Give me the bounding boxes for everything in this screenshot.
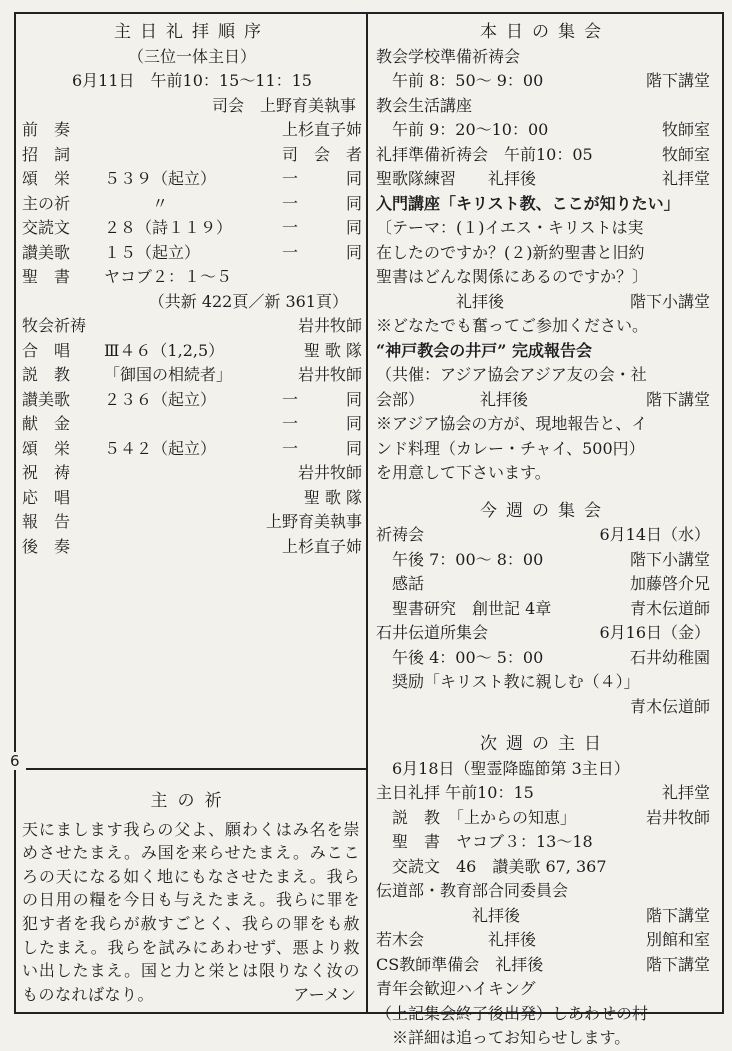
announcement-text: 入門講座「キリスト教、ここが知りたい」 (376, 193, 680, 213)
order-person: 上杉直子姉 (281, 120, 362, 139)
announcement-line (376, 118, 714, 143)
announcement-line (376, 216, 714, 241)
order-detail (104, 535, 254, 560)
prayer-title: 主の祈 (150, 791, 232, 811)
announcement-line (376, 879, 714, 904)
order-list-continued (22, 314, 362, 559)
order-item: 招 詞 (22, 144, 71, 164)
order-detail: ５４２（起立） (104, 438, 217, 458)
order-detail (104, 118, 254, 143)
announcement-line (376, 806, 714, 831)
order-person: 上杉直子姉 (281, 536, 362, 556)
announcement-place: 階下講堂 (645, 71, 710, 90)
announcement-line (376, 388, 714, 413)
order-row (22, 437, 362, 462)
order-item: 交読文 (22, 218, 71, 237)
announcement-text: （共催：アジア協会アジア友の会・社 (376, 365, 647, 384)
order-person: 一 同 (281, 389, 362, 409)
announcement-line (376, 928, 714, 953)
order-item: 頌 栄 (22, 169, 71, 188)
announcement-line (376, 523, 714, 548)
announcement-line (376, 167, 714, 192)
order-row (22, 510, 362, 535)
announcement-place: 青木伝道師 (629, 598, 710, 618)
announcement-line (376, 241, 714, 266)
worship-order-section (22, 20, 362, 559)
announcement-place: 岩井牧師 (645, 807, 710, 827)
section-divider (14, 768, 368, 770)
order-person: 聖 歌 隊 (303, 487, 362, 507)
order-item: 主の祈 (22, 193, 71, 213)
announcement-place: 6月14日（水） (599, 525, 710, 544)
announcement-text: （上記集会終了後出発）しあわせの村 (376, 1003, 649, 1023)
order-person: 一 同 (281, 242, 362, 262)
announcement-place: 6月16日（金） (599, 623, 710, 642)
announcement-text: 聖書研究 創世記 4章 (376, 598, 552, 618)
announcement-text: 奨励「キリスト教に親しむ（４）」 (376, 672, 640, 691)
announcement-place: 別館和室 (645, 930, 710, 949)
announcement-text: ※詳細は追ってお知らせします。 (376, 1028, 631, 1047)
order-item: 献 金 (22, 414, 71, 433)
announcement-line (376, 757, 714, 782)
order-row (22, 192, 362, 217)
order-detail: ヤコブ２：１〜５ (104, 267, 233, 286)
order-item: 讃美歌 (22, 389, 71, 409)
order-item: 応 唱 (22, 487, 71, 507)
order-person: 一 同 (281, 169, 362, 188)
announcement-line (376, 437, 714, 462)
order-person: 聖 歌 隊 (303, 340, 362, 360)
announcements-section (376, 20, 714, 1051)
announcement-text: 聖 書 ヤコブ３：13〜18 (376, 832, 593, 851)
announcement-line (376, 143, 714, 168)
order-detail: ５３９（起立） (104, 169, 217, 188)
order-row (22, 486, 362, 511)
order-row (22, 461, 362, 486)
order-item: 祝 祷 (22, 463, 71, 482)
announcement-text: を用意して下さいます。 (376, 463, 551, 482)
announcement-text: 午後 4：00〜 5：00 (376, 647, 544, 667)
order-item: 合 唱 (22, 340, 71, 360)
order-person: 岩井牧師 (297, 365, 362, 384)
order-item: 牧会祈祷 (22, 316, 87, 335)
announcement-line (376, 548, 714, 573)
announcement-line (376, 597, 714, 622)
order-row (22, 314, 362, 339)
order-item: 聖 書 (22, 267, 71, 286)
announcement-place: 青木伝道師 (629, 696, 710, 716)
announcement-text: 午前 9：20〜10：00 (376, 120, 549, 139)
announcement-line (376, 781, 714, 806)
announcement-text: 在したのですか？(２)新約聖書と旧約 (376, 242, 645, 262)
announcement-line (376, 1026, 714, 1051)
order-person: 司 会 者 (281, 144, 362, 164)
order-person (254, 265, 362, 290)
worship-date-time: 6月11日 午前10：15〜11：15 (72, 71, 312, 90)
announcement-text: 聖書はどんな関係にあるのですか？〕 (376, 267, 649, 286)
announcement-line (376, 412, 714, 437)
today-title: 本日の集会 (480, 22, 610, 42)
announcement-place: 階下小講堂 (629, 549, 710, 569)
announcement-text: “神戸教会の井戸” 完成報告会 (376, 340, 592, 360)
announcement-text: 礼拝後 (376, 291, 505, 311)
announcement-line (376, 1002, 714, 1027)
order-detail: Ⅲ４６（1,2,5） (104, 340, 225, 360)
order-person: 一 同 (281, 438, 362, 458)
announcement-text: 伝道部・教育部合同委員会 (376, 881, 569, 900)
order-person: 岩井牧師 (297, 316, 362, 335)
order-item: 説 教 (22, 365, 71, 384)
presider: 司会 上野育美執事 (211, 95, 356, 115)
announcement-line (376, 290, 714, 315)
order-row (22, 216, 362, 241)
order-item: 後 奏 (22, 536, 71, 556)
announcement-line (376, 339, 714, 364)
order-row (22, 118, 362, 143)
order-item: 前 奏 (22, 120, 71, 139)
announcement-line (376, 695, 714, 720)
announcement-place: 牧師室 (661, 144, 710, 164)
order-person: 岩井牧師 (297, 463, 362, 482)
next-list (376, 757, 714, 1051)
announcement-place: 牧師室 (661, 120, 710, 139)
announcement-text: ※アジア協会の方が、現地報告と、イ (376, 414, 648, 433)
announcement-text: CS教師準備会 礼拝後 (376, 954, 544, 974)
order-detail (104, 314, 254, 339)
announcement-line (376, 461, 714, 486)
announcement-text: 礼拝後 (376, 905, 521, 925)
announcement-text: 感話 (376, 574, 425, 593)
announcement-line (376, 646, 714, 671)
announcement-line (376, 621, 714, 646)
lords-prayer-section (22, 790, 360, 1007)
announcement-text: 祈祷会 (376, 525, 425, 544)
announcement-line (376, 572, 714, 597)
order-detail: 「御国の相続者」 (104, 365, 233, 384)
announcement-place: 階下講堂 (645, 954, 710, 974)
order-detail: ２３６（起立） (104, 389, 217, 409)
order-row (22, 412, 362, 437)
order-row (22, 363, 362, 388)
announcement-text: 会部） 礼拝後 (376, 389, 529, 409)
announcement-text: 〔テーマ：(１)イエス・キリストは実 (376, 218, 644, 237)
announcement-line (376, 94, 714, 119)
announcement-place: 礼拝堂 (661, 169, 710, 188)
announcement-place: 加藤啓介兄 (629, 574, 710, 593)
announcement-place: 階下講堂 (645, 905, 710, 925)
today-list (376, 45, 714, 486)
announcement-text: 交読文 46 讃美歌 67, 367 (376, 856, 607, 876)
order-person: 一 同 (281, 193, 362, 213)
page-number: 6 (4, 752, 26, 770)
prayer-body: 天にまします我らの父よ、願わくはみ名を崇めさせたまえ。み国を来らせたまえ。みこころの天になる如く地にもなさせたまえ。我らの日用の糧を今日も与えたまえ。我らに罪を犯す者を我らが赦すごとく、我らの罪をも赦したまえ。我らを試みにあわせず、悪より救い出したまえ。国と力と栄とは限りなく汝のものなればなり。 (22, 819, 360, 1004)
scripture-pages: （共新 422頁／新 361頁） (148, 291, 348, 311)
worship-order-title: 主日礼拝順序 (114, 22, 270, 42)
order-row (22, 241, 362, 266)
announcement-line (376, 314, 714, 339)
announcement-text: 教会生活講座 (376, 95, 473, 115)
order-detail: １５（起立） (104, 242, 201, 262)
announcement-line (376, 904, 714, 929)
announcement-text: 午前 8：50〜 9：00 (376, 71, 544, 90)
week-title: 今週の集会 (480, 500, 610, 521)
announcement-line (376, 830, 714, 855)
announcement-place: 階下講堂 (645, 389, 710, 409)
order-person: 一 同 (281, 218, 362, 237)
announcement-text: 6月18日（聖霊降臨節第 3主日） (376, 758, 630, 778)
order-detail: 〃 (104, 193, 169, 213)
announcement-line (376, 977, 714, 1002)
order-detail (104, 412, 254, 437)
order-row (22, 535, 362, 560)
order-row (22, 265, 362, 290)
announcement-text: 教会学校準備祈祷会 (376, 46, 521, 66)
announcement-line (376, 192, 714, 217)
announcement-line (376, 69, 714, 94)
order-detail (104, 143, 254, 168)
order-item: 讃美歌 (22, 242, 71, 262)
announcement-line (376, 953, 714, 978)
announcement-place: 礼拝堂 (661, 783, 710, 802)
prayer-amen: アーメン (293, 985, 356, 1005)
order-detail: ２８（詩１１９） (104, 218, 233, 237)
order-item: 報 告 (22, 512, 71, 531)
order-item: 頌 栄 (22, 438, 71, 458)
announcement-text: 主日礼拝 午前10：15 (376, 783, 534, 802)
announcement-text: 礼拝準備祈祷会 午前10：05 (376, 144, 593, 164)
announcement-place: 階下小講堂 (629, 291, 710, 311)
announcement-text: ンド料理（カレー・チャイ、500円） (376, 438, 645, 458)
worship-subtitle: （三位一体主日） (127, 46, 256, 66)
announcement-text: 若木会 礼拝後 (376, 930, 537, 949)
announcement-text: 説 教 「上からの知恵」 (376, 807, 577, 827)
announcement-line (376, 265, 714, 290)
announcement-text: ※どなたでも奮ってご参加ください。 (376, 316, 649, 335)
order-detail (104, 510, 254, 535)
next-title: 次週の主日 (480, 734, 610, 754)
announcement-place: 石井幼稚園 (629, 647, 710, 667)
order-row (22, 143, 362, 168)
announcement-text: 聖歌隊練習 礼拝後 (376, 169, 537, 188)
announcement-text: 青年会歓迎ハイキング (376, 979, 536, 998)
order-detail (104, 486, 254, 511)
order-person: 上野育美執事 (265, 512, 362, 531)
announcement-text: 石井伝道所集会 (376, 623, 489, 642)
order-row (22, 388, 362, 413)
order-row (22, 167, 362, 192)
order-detail (104, 461, 254, 486)
order-list (22, 118, 362, 290)
announcement-line (376, 45, 714, 70)
column-divider (366, 12, 368, 1014)
announcement-text: 午後 7：00〜 8：00 (376, 549, 544, 569)
announcement-line (376, 855, 714, 880)
order-row (22, 339, 362, 364)
announcement-line (376, 363, 714, 388)
announcement-line (376, 670, 714, 695)
week-list (376, 523, 714, 719)
order-person: 一 同 (281, 414, 362, 433)
